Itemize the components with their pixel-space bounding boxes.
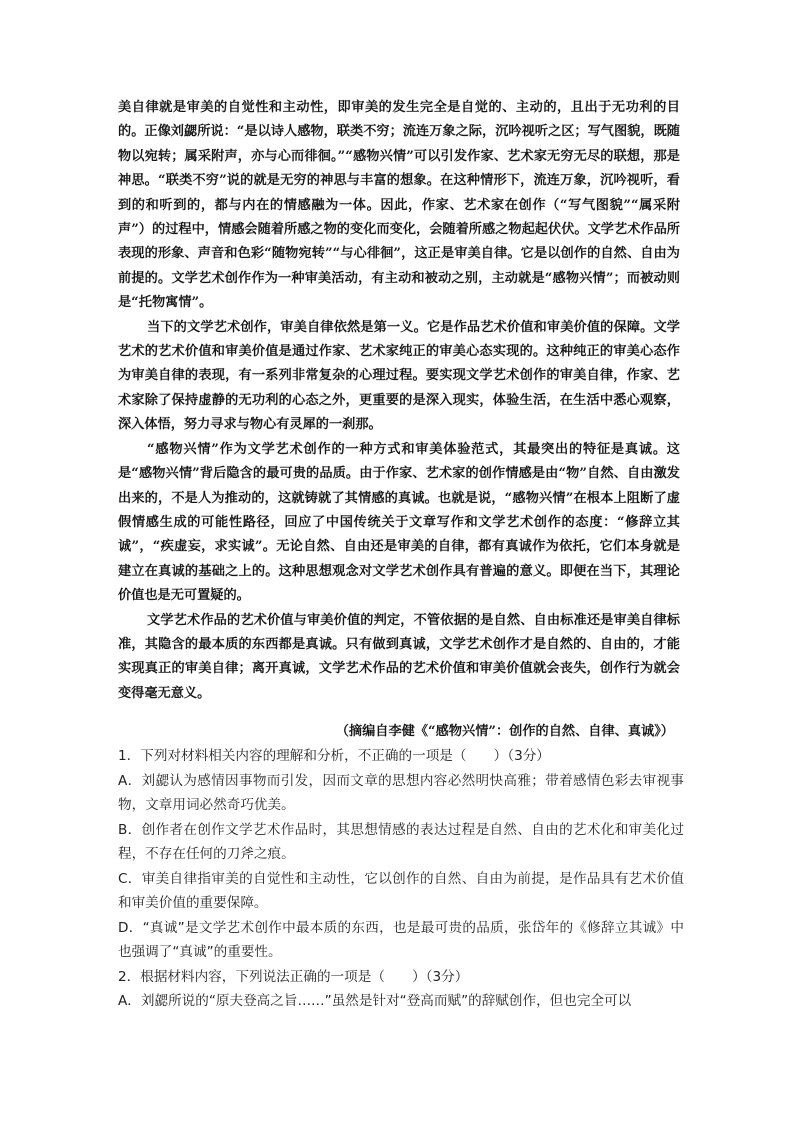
question-1-option-c: C．审美自律指审美的自觉性和主动性，它以创作的自然、自由为前提，是作品具有艺术价值和审美价值的重要保障。 [118, 870, 684, 911]
passage-paragraph-3: “感物兴情”作为文学艺术创作的一种方式和审美体验范式，其最突出的特征是真诚。这是“感物兴情”背后隐含的最可贵的品质。由于作家、艺术家的创作情感是由“物”自然、自由激发出来的，不是人为推动的，这就铸就了其情感的真诚。也就是说，“感物兴情”在根本上阻断了虚假情感生成的可能性路径，回应了中国传统关于文章写作和文学艺术创作的态度：“修辞立其诚”，“疾虚妄，求实诚”。无论自然、自由还是审美的自律，都有真诚作为依托，它们本身就是建立在真诚的基础之上的。这种思想观念对文学艺术创作具有普遍的意义。即便在当下，其理论价值也是无可置疑的。 [118, 441, 680, 604]
question-1-option-b: B．创作者在创作文学艺术作品时，其思想情感的表达过程是自然、自由的艺术化和审美化过程，不存在任何的刀斧之痕。 [118, 821, 684, 862]
question-2-stem: 2．根据材料内容，下列说法正确的一项是（ ）（3分） [118, 968, 469, 985]
question-section [118, 744, 684, 1014]
question-1-stem: 1．下列对材料相关内容的理解和分析，不正确的一项是（ ）（3分） [118, 748, 550, 764]
passage-paragraph-1: 美自律就是审美的自觉性和主动性，即审美的发生完全是自觉的、主动的，且出于无功利的目的。正像刘勰所说：“是以诗人感物，联类不穷；流连万象之际，沉吟视听之区；写气图貌，既随物以宛转；属采附声，亦与心而徘徊。”“感物兴情”可以引发作家、艺术家无穷无尽的联想，那是神思。“联类不穷”说的就是无穷的神思与丰富的想象。在这种情形下，流连万象，沉吟视听，看到的和听到的，都与内在的情感融为一体。因此，作家、艺术家在创作（“写气图貌”“属采附声”）的过程中，情感会随着所感之物的变化而变化，会随着所感之物起起伏伏。文学艺术作品所表现的形象、声音和色彩“随物宛转”“与心徘徊”，这正是审美自律。它是以创作的自然、自由为前提的。文学艺术创作作为一种审美活动，有主动和被动之别，主动就是“感物兴情”；而被动则是“托物寓情”。 [118, 100, 680, 311]
question-1-option-a: A．刘勰认为感情因事物而引发，因而文章的思想内容必然明快高雅；带着感情色彩去审视事物，文章用词必然奇巧优美。 [118, 772, 684, 813]
question-2 [118, 965, 684, 1014]
passage-paragraph-4: 文学艺术作品的艺术价值与审美价值的判定，不管依据的是自然、自由标准还是审美自律标准，其隐含的最本质的东西都是真诚。只有做到真诚，文学艺术创作才是自然的、自由的，才能实现真正的审美自律；离开真诚，文学艺术作品的艺术价值和审美价值就会丧失，创作行为就会变得毫无意义。 [118, 612, 680, 701]
reading-passage [118, 96, 680, 706]
passage-paragraph-2: 当下的文学艺术创作，审美自律依然是第一义。它是作品艺术价值和审美价值的保障。文学艺术的艺术价值和审美价值是通过作家、艺术家纯正的审美心态实现的。这种纯正的审美心态作为审美自律的表现，有一系列非常复杂的心理过程。要实现文学艺术创作的审美自律，作家、艺术家除了保持虚静的无功利的心态之外，更重要的是深入现实，体验生活，在生活中悉心观察，深入体悟，努力寻求与物心有灵犀的一刹那。 [118, 319, 680, 433]
passage-source-citation: （摘编自李健《“感物兴情”：创作的自然、自律、真诚》） [335, 724, 674, 739]
question-2-option-a: A．刘勰所说的“原夫登高之旨……”虽然是针对“登高而赋”的辞赋创作，但也完全可以 [118, 993, 632, 1009]
question-1 [118, 744, 684, 965]
question-1-option-d: D．“真诚”是文学艺术创作中最本质的东西，也是最可贵的品质，张岱年的《修辞立其诚》中也强调了“真诚”的重要性。 [118, 919, 684, 960]
